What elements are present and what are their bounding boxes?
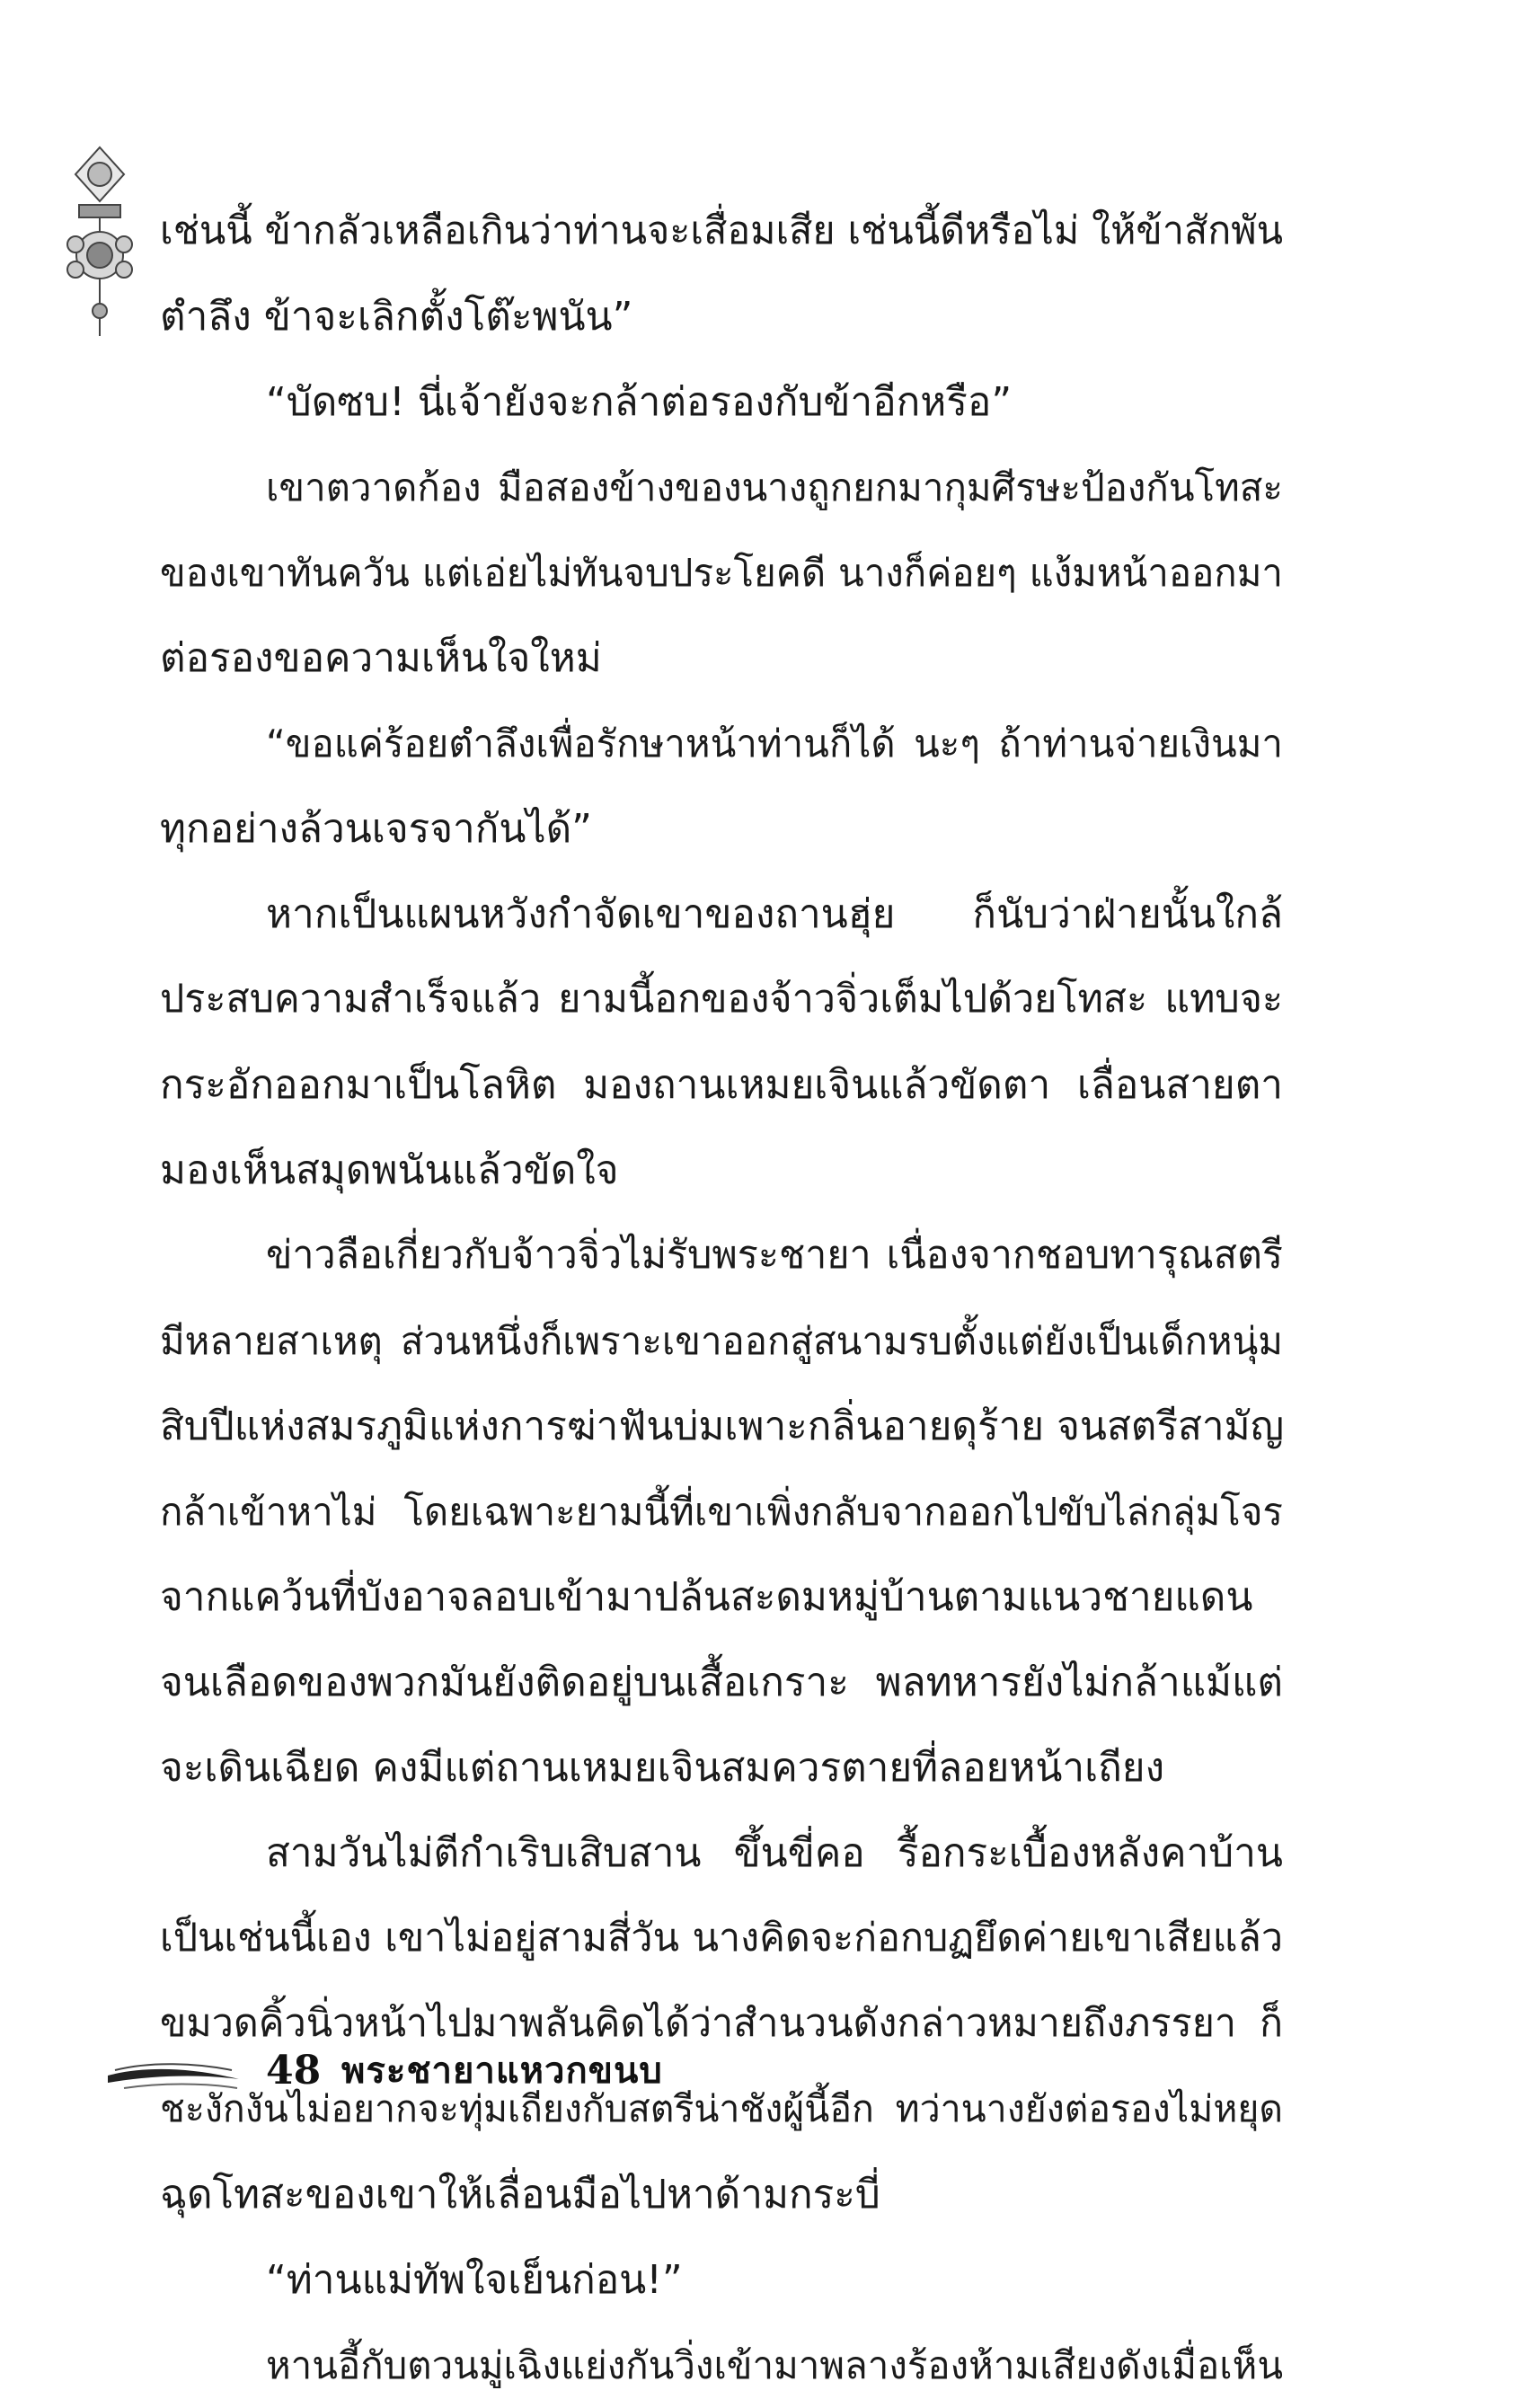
text-line: หานอี้กับตวนมู่เฉิงแย่งกันวิ่งเข้ามาพลางร้องห้ามเสียงดังเมื่อเห็น <box>266 2343 1284 2387</box>
text-line: “ท่านแม่ทัพใจเย็นก่อน!” <box>266 2257 683 2303</box>
text-line: มองเห็นสมุดพนันแล้วขัดใจ <box>160 1147 619 1193</box>
text-line: ทุกอย่างล้วนเจรจากันได้” <box>160 806 592 852</box>
text-line: ประสบความสำเร็จแล้ว ยามนี้อกของจ้าวจิ่วเต็มไปด้วยโทสะ แทบจะ <box>160 977 1283 1022</box>
text-line: ข่าวลือเกี่ยวกับจ้าวจิ่วไม่รับพระชายา เนื่องจากชอบทารุณสตรี <box>266 1233 1283 1278</box>
chapter-ornament-icon <box>59 144 140 395</box>
text-line: หากเป็นแผนหวังกำจัดเขาของถานฮุ่ย ก็นับว่าฝ่ายนั้นใกล้ <box>266 891 1283 937</box>
text-line: ของเขาทันควัน แต่เอ่ยไม่ทันจบประโยคดี นางก็ค่อยๆ แง้มหน้าออกมา <box>160 551 1283 595</box>
page-footer <box>106 2040 735 2111</box>
text-line: ขมวดคิ้วนิ่วหน้าไปมาพลันคิดได้ว่าสำนวนดังกล่าวหมายถึงภรรยา ก็ <box>160 2001 1283 2046</box>
quill-swoosh-icon <box>106 2043 241 2097</box>
text-line: จากแคว้นที่บังอาจลอบเข้ามาปล้นสะดมหมู่บ้านตามแนวชายแดน <box>160 1574 1253 1620</box>
text-line: สิบปีแห่งสมรภูมิแห่งการฆ่าฟันบ่มเพาะกลิ่นอายดุร้าย จนสตรีสามัญ <box>160 1403 1285 1449</box>
text-line: ฉุดโทสะของเขาให้เลื่อนมือไปหาด้ามกระบี่ <box>160 2172 880 2218</box>
page-number: 48 <box>266 2048 322 2094</box>
text-line: ชะงักงันไม่อยากจะทุ่มเถียงกับสตรีน่าชังผู้นี้อีก ทว่านางยังต่อรองไม่หยุด <box>160 2087 1283 2130</box>
text-line: จะเดินเฉียด คงมีแต่ถานเหมยเจินสมควรตายที่ลอยหน้าเถียง <box>160 1745 1165 1791</box>
text-line: ต่อรองขอความเห็นใจใหม่ <box>160 635 602 681</box>
text-line: มีหลายสาเหตุ ส่วนหนึ่งก็เพราะเขาออกสู่สนามรบตั้งแต่ยังเป็นเด็กหนุ่ม <box>160 1319 1283 1363</box>
text-line: กระอักออกมาเป็นโลหิต มองถานเหมยเจินแล้วขัดตา เลื่อนสายตา <box>160 1062 1283 1108</box>
text-line: เป็นเช่นนี้เอง เขาไม่อยู่สามสี่วัน นางคิดจะก่อกบฏยึดค่ายเขาเสียแล้ว <box>160 1916 1283 1961</box>
text-line: “บัดซบ! นี่เจ้ายังจะกล้าต่อรองกับข้าอีกหรือ” <box>266 379 1013 425</box>
text-line: สามวันไม่ตีกำเริบเสิบสาน ขึ้นขี่คอ รื้อกระเบื้องหลังคาบ้าน <box>266 1830 1283 1876</box>
text-line: เขาตวาดก้อง มือสองข้างของนางถูกยกมากุมศีรษะป้องกันโทสะ <box>266 465 1283 509</box>
book-title: พระชายาแหวกขนบ <box>341 2050 663 2092</box>
text-line: กล้าเข้าหาไม่ โดยเฉพาะยามนี้ที่เขาเพิ่งกลับจากออกไปขับไล่กลุ่มโจร <box>160 1490 1283 1534</box>
text-line: จนเลือดของพวกมันยังติดอยู่บนเสื้อเกราะ พลทหารยังไม่กล้าแม้แต่ <box>160 1660 1283 1705</box>
text-line: ตำลึง ข้าจะเลิกตั้งโต๊ะพนัน” <box>160 294 633 340</box>
text-line: เช่นนี้ ข้ากลัวเหลือเกินว่าท่านจะเสื่อมเสีย เช่นนี้ดีหรือไม่ ให้ข้าสักพัน <box>160 208 1283 253</box>
text-line: “ขอแค่ร้อยตำลึงเพื่อรักษาหน้าท่านก็ได้ นะๆ ถ้าท่านจ่ายเงินมา <box>266 722 1283 766</box>
